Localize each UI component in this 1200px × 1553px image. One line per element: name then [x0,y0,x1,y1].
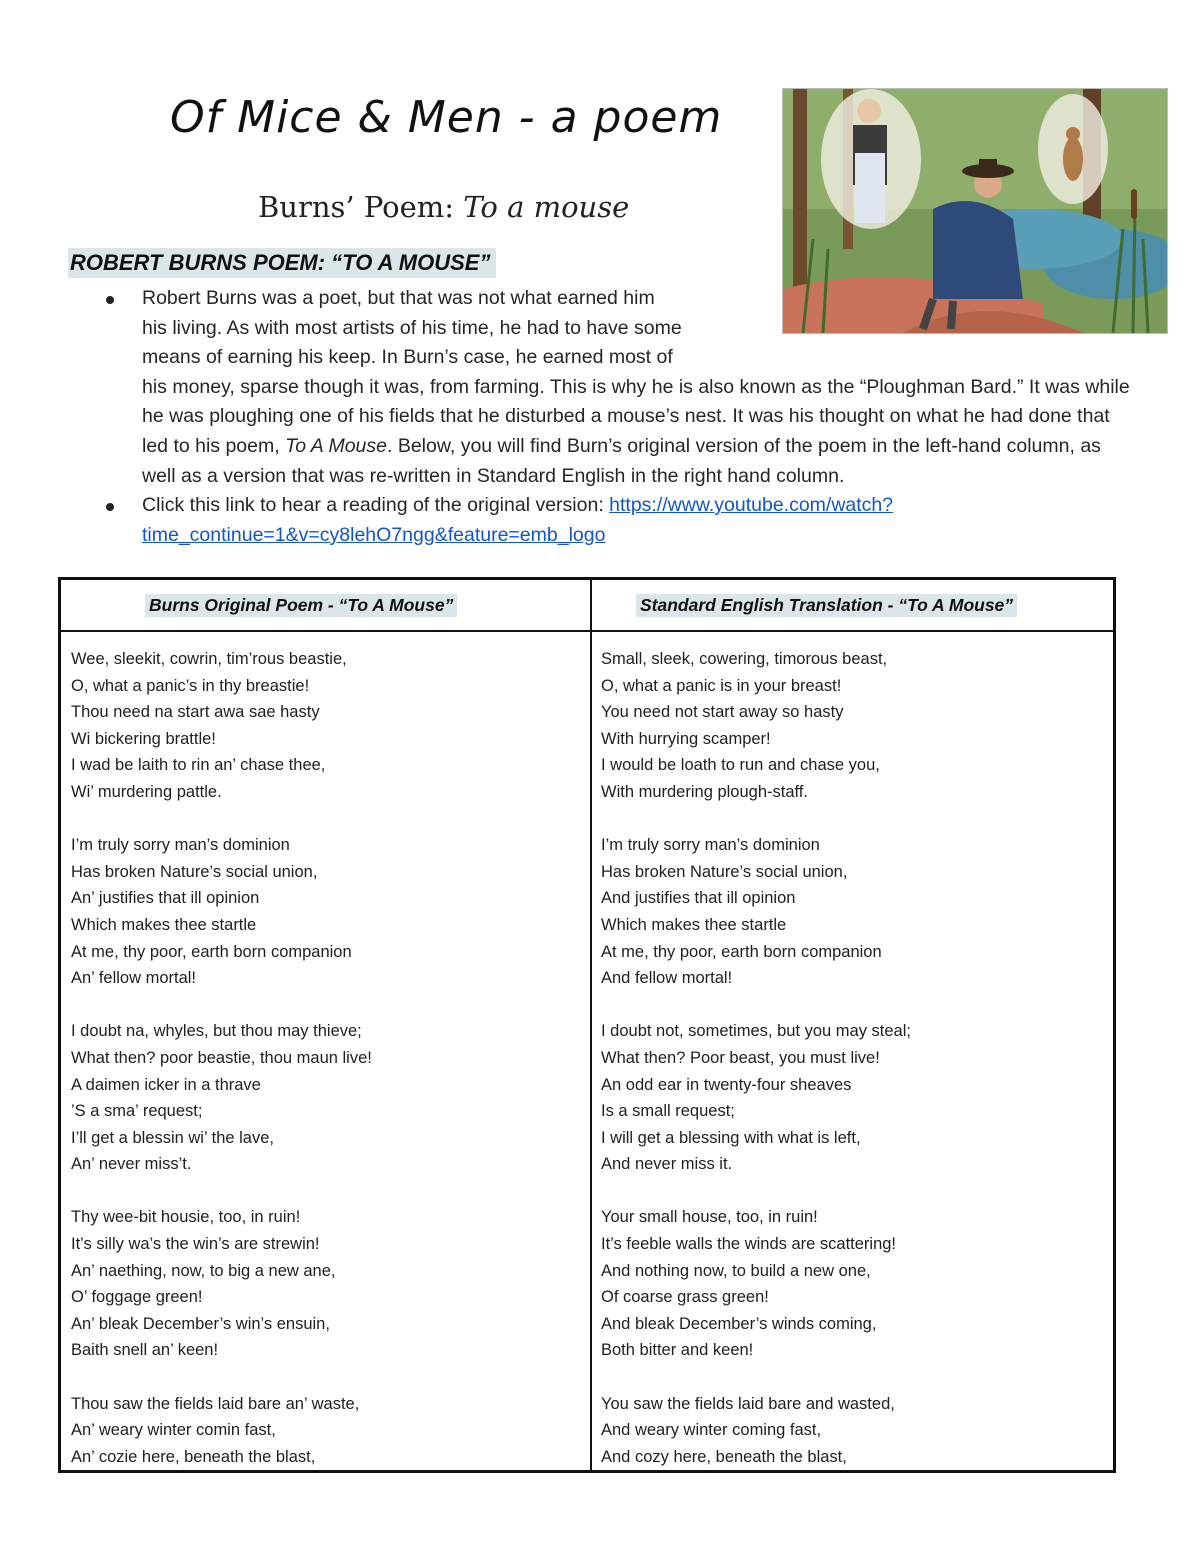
page-subtitle [258,190,758,224]
poem-stanza [71,646,571,806]
poem-stanza [71,832,571,992]
poem-line: An’ bleak December’s win’s ensuin, [71,1314,330,1333]
translation-column-header: Standard English Translation - “To A Mouse” [636,594,1017,617]
poem-line: Of coarse grass green! [601,1288,769,1307]
poem-stanza [601,832,1101,992]
poem-line: Has broken Nature’s social union, [601,862,848,881]
poem-line: I’ll get a blessin wi’ the lave, [71,1128,274,1147]
poem-line: And never miss it. [601,1155,733,1174]
poem-line: Both bitter and keen! [601,1341,754,1360]
poem-line: Thou saw the fields laid bare an’ waste, [71,1394,360,1413]
poem-line: Thy wee-bit housie, too, in ruin! [71,1208,301,1227]
youtube-reading-link[interactable]: https://www.youtube.com/watch?time_continue=1&v=cy8lehO7ngg&feature=emb_logo [142,494,894,546]
poem-line: At me, thy poor, earth born companion [71,942,352,961]
poem-line: And fellow mortal! [601,969,733,988]
poem-line: An’ cozie here, beneath the blast, [71,1447,316,1466]
poem-line: Wi bickering brattle! [71,729,216,748]
poem-line: You need not start away so hasty [601,703,844,722]
bullet-dot-icon [106,503,114,511]
bullet-line: his living. As with most artists of his time, he had to have some [142,316,682,339]
poem-line: An’ fellow mortal! [71,969,197,988]
page-title: Of Mice & Men - a poem [170,92,723,143]
poem-line: O, what a panic is in your breast! [601,676,842,695]
poem-line: I’m truly sorry man’s dominion [71,836,290,855]
bullet-text: his money, sparse though it was, from farming. This is why he is also known as the “Ploughman Bard.” It was while he was ploughing one of his fields that he disturbed a mouse’s nest. It was his thought on what he had done that led to his poem, [142,375,1130,457]
section-heading: ROBERT BURNS POEM: “TO A MOUSE” [68,248,496,278]
poem-line: With hurrying scamper! [601,729,771,748]
intro-bullet-list [100,284,1130,550]
bullet-dot-icon [106,296,114,304]
poem-line: Wee, sleekit, cowrin, tim’rous beastie, [71,650,347,668]
poem-line: An’ weary winter comin fast, [71,1421,276,1440]
poem-line: Has broken Nature’s social union, [71,862,318,881]
bullet-paragraph [142,373,1130,491]
poem-line: At me, thy poor, earth born companion [601,942,882,961]
poem-stanza [601,1391,1101,1471]
poem-line: I would be loath to run and chase you, [601,756,880,775]
poem-title-italic: To A Mouse [285,434,387,457]
poem-line: And cozy here, beneath the blast, [601,1447,847,1466]
poem-comparison-table [58,577,1116,1473]
header-row-divider [61,630,1113,632]
poem-stanza [71,1204,571,1364]
poem-stanza [71,1391,571,1471]
poem-line: Which makes thee startle [71,915,257,934]
poem-line: An’ naething, now, to big a new ane, [71,1261,336,1280]
subtitle-poem-name: To a mouse [463,190,630,224]
column-divider [590,580,592,1470]
poem-stanza [601,1204,1101,1364]
poem-line: What then? Poor beast, you must live! [601,1048,880,1067]
poem-stanza [601,646,1101,806]
poem-line: An’ never miss’t. [71,1155,192,1174]
poem-line: What then? poor beastie, thou maun live! [71,1048,372,1067]
poem-line: Your small house, too, in ruin! [601,1208,818,1227]
poem-line: I will get a blessing with what is left, [601,1128,861,1147]
poem-line: And nothing now, to build a new one, [601,1261,871,1280]
poem-line: An odd ear in twenty-four sheaves [601,1075,852,1094]
translation-poem-text [601,646,1101,1497]
poem-line: I doubt na, whyles, but thou may thieve; [71,1022,362,1041]
poem-line: An’ justifies that ill opinion [71,889,260,908]
poem-line: And weary winter coming fast, [601,1421,822,1440]
original-column-header: Burns Original Poem - “To A Mouse” [145,594,457,617]
poem-line: O’ foggage green! [71,1288,203,1307]
poem-line: Baith snell an’ keen! [71,1341,219,1360]
poem-line: O, what a panic’s in thy breastie! [71,676,310,695]
poem-line: It’s feeble walls the winds are scattering! [601,1235,897,1254]
subtitle-prefix: Burns’ Poem: [258,190,464,224]
poem-line: Wi’ murdering pattle. [71,782,222,801]
poem-line: Small, sleek, cowering, timorous beast, [601,650,888,668]
poem-line: And bleak December’s winds coming, [601,1314,877,1333]
poem-line: Which makes thee startle [601,915,787,934]
bullet-line: Robert Burns was a poet, but that was not what earned him [142,287,655,309]
poem-line: You saw the fields laid bare and wasted, [601,1394,895,1413]
poem-line: And justifies that ill opinion [601,889,796,908]
poem-stanza [71,1018,571,1178]
bullet-text: Click this link to hear a reading of the original version: [142,494,610,517]
poem-line: It’s silly wa’s the win’s are strewin! [71,1235,320,1254]
original-poem-text [71,646,571,1497]
poem-line: With murdering plough-staff. [601,782,808,801]
poem-line: I wad be laith to rin an’ chase thee, [71,756,326,775]
poem-line: A daimen icker in a thrave [71,1075,261,1094]
bullet-item-background [100,284,1130,491]
bullet-item-link [100,491,1130,550]
poem-line: Is a small request; [601,1102,735,1121]
poem-line: I’m truly sorry man’s dominion [601,836,820,855]
poem-line: I doubt not, sometimes, but you may steal; [601,1022,911,1041]
poem-stanza [601,1018,1101,1178]
bullet-line: means of earning his keep. In Burn’s case, he earned most of [142,346,673,369]
poem-line: Thou need na start awa sae hasty [71,703,320,722]
poem-line: ’S a sma’ request; [71,1102,203,1121]
bullet-text: . Below, you will find Burn’s original version of the poem in the left-hand column, as well as a version that was re-written in Standard English in the right hand column. [142,434,1101,487]
